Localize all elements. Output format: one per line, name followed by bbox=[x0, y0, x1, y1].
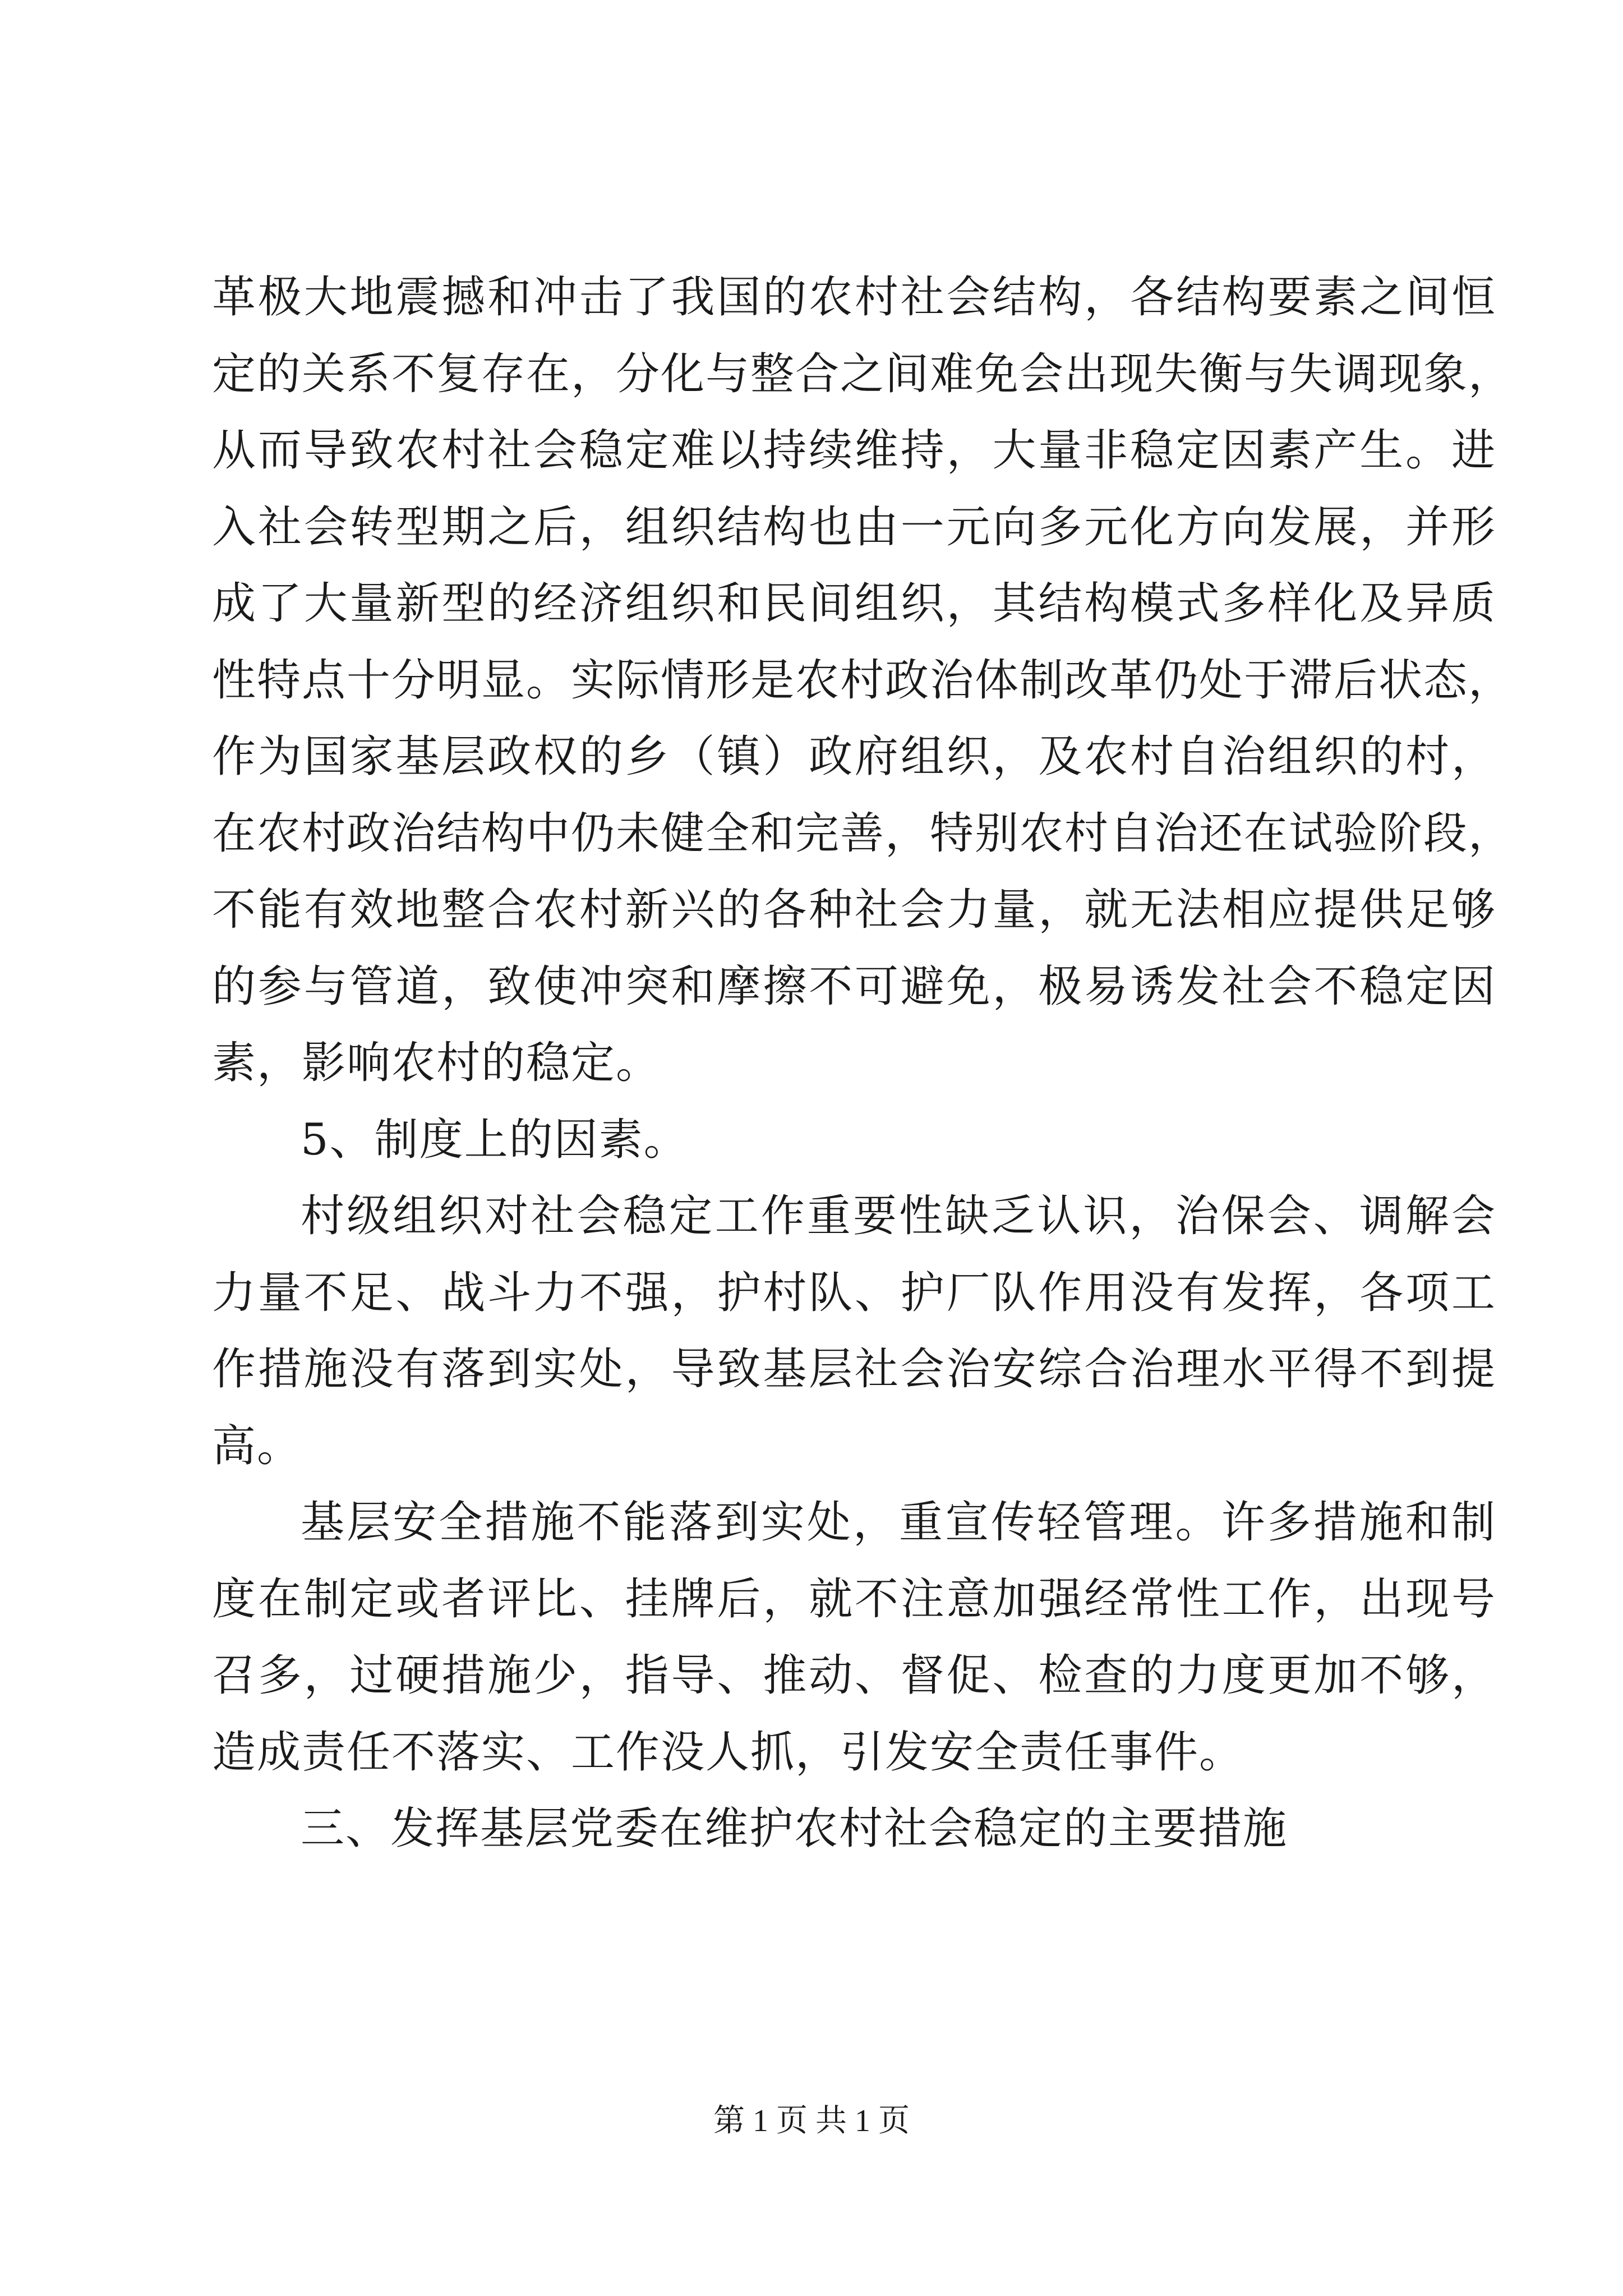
text-line: 在农村政治结构中仍未健全和完善，特别农村自治还在试验阶段， bbox=[212, 808, 1514, 859]
text-line: 高。 bbox=[212, 1420, 302, 1471]
section-heading: 三、发挥基层党委在维护农村社会稳定的主要措施 bbox=[301, 1803, 1288, 1854]
text-line: 素，影响农村的稳定。 bbox=[212, 1038, 661, 1088]
text-line: 定的关系不复存在，分化与整合之间难免会出现失衡与失调现象， bbox=[212, 348, 1514, 399]
text-line: 的参与管道，致使冲突和摩擦不可避免，极易诱发社会不稳定因 bbox=[212, 961, 1496, 1012]
text-line: 基层安全措施不能落到实处，重宣传轻管理。许多措施和制 bbox=[301, 1497, 1496, 1548]
text-line: 不能有效地整合农村新兴的各种社会力量，就无法相应提供足够 bbox=[212, 885, 1496, 935]
section-heading: 5、制度上的因素。 bbox=[301, 1114, 689, 1165]
text-line: 度在制定或者评比、挂牌后，就不注意加强经常性工作，出现号 bbox=[212, 1573, 1496, 1625]
text-line: 作措施没有落到实处，导致基层社会治安综合治理水平得不到提 bbox=[212, 1344, 1496, 1395]
text-line: 入社会转型期之后，组织结构也由一元向多元化方向发展，并形 bbox=[212, 501, 1496, 553]
text-line: 造成责任不落实、工作没人抓，引发安全责任事件。 bbox=[212, 1727, 1244, 1778]
text-line: 从而导致农村社会稳定难以持续维持，大量非稳定因素产生。进 bbox=[212, 425, 1496, 476]
text-line: 革极大地震撼和冲击了我国的农村社会结构，各结构要素之间恒 bbox=[212, 272, 1496, 323]
text-line: 性特点十分明显。实际情形是农村政治体制改革仍处于滞后状态， bbox=[212, 655, 1514, 706]
text-line: 力量不足、战斗力不强，护村队、护厂队作用没有发挥，各项工 bbox=[212, 1267, 1496, 1318]
document-body bbox=[212, 259, 1514, 1867]
text-line: 作为国家基层政权的乡（镇）政府组织，及农村自治组织的村， bbox=[212, 731, 1496, 782]
page-number-footer: 第 1 页 共 1 页 bbox=[713, 2104, 910, 2138]
text-line: 村级组织对社会稳定工作重要性缺乏认识，治保会、调解会 bbox=[301, 1191, 1496, 1241]
text-line: 召多，过硬措施少，指导、推动、督促、检查的力度更加不够， bbox=[212, 1650, 1496, 1701]
text-line: 成了大量新型的经济组织和民间组织，其结构模式多样化及异质 bbox=[212, 578, 1496, 629]
